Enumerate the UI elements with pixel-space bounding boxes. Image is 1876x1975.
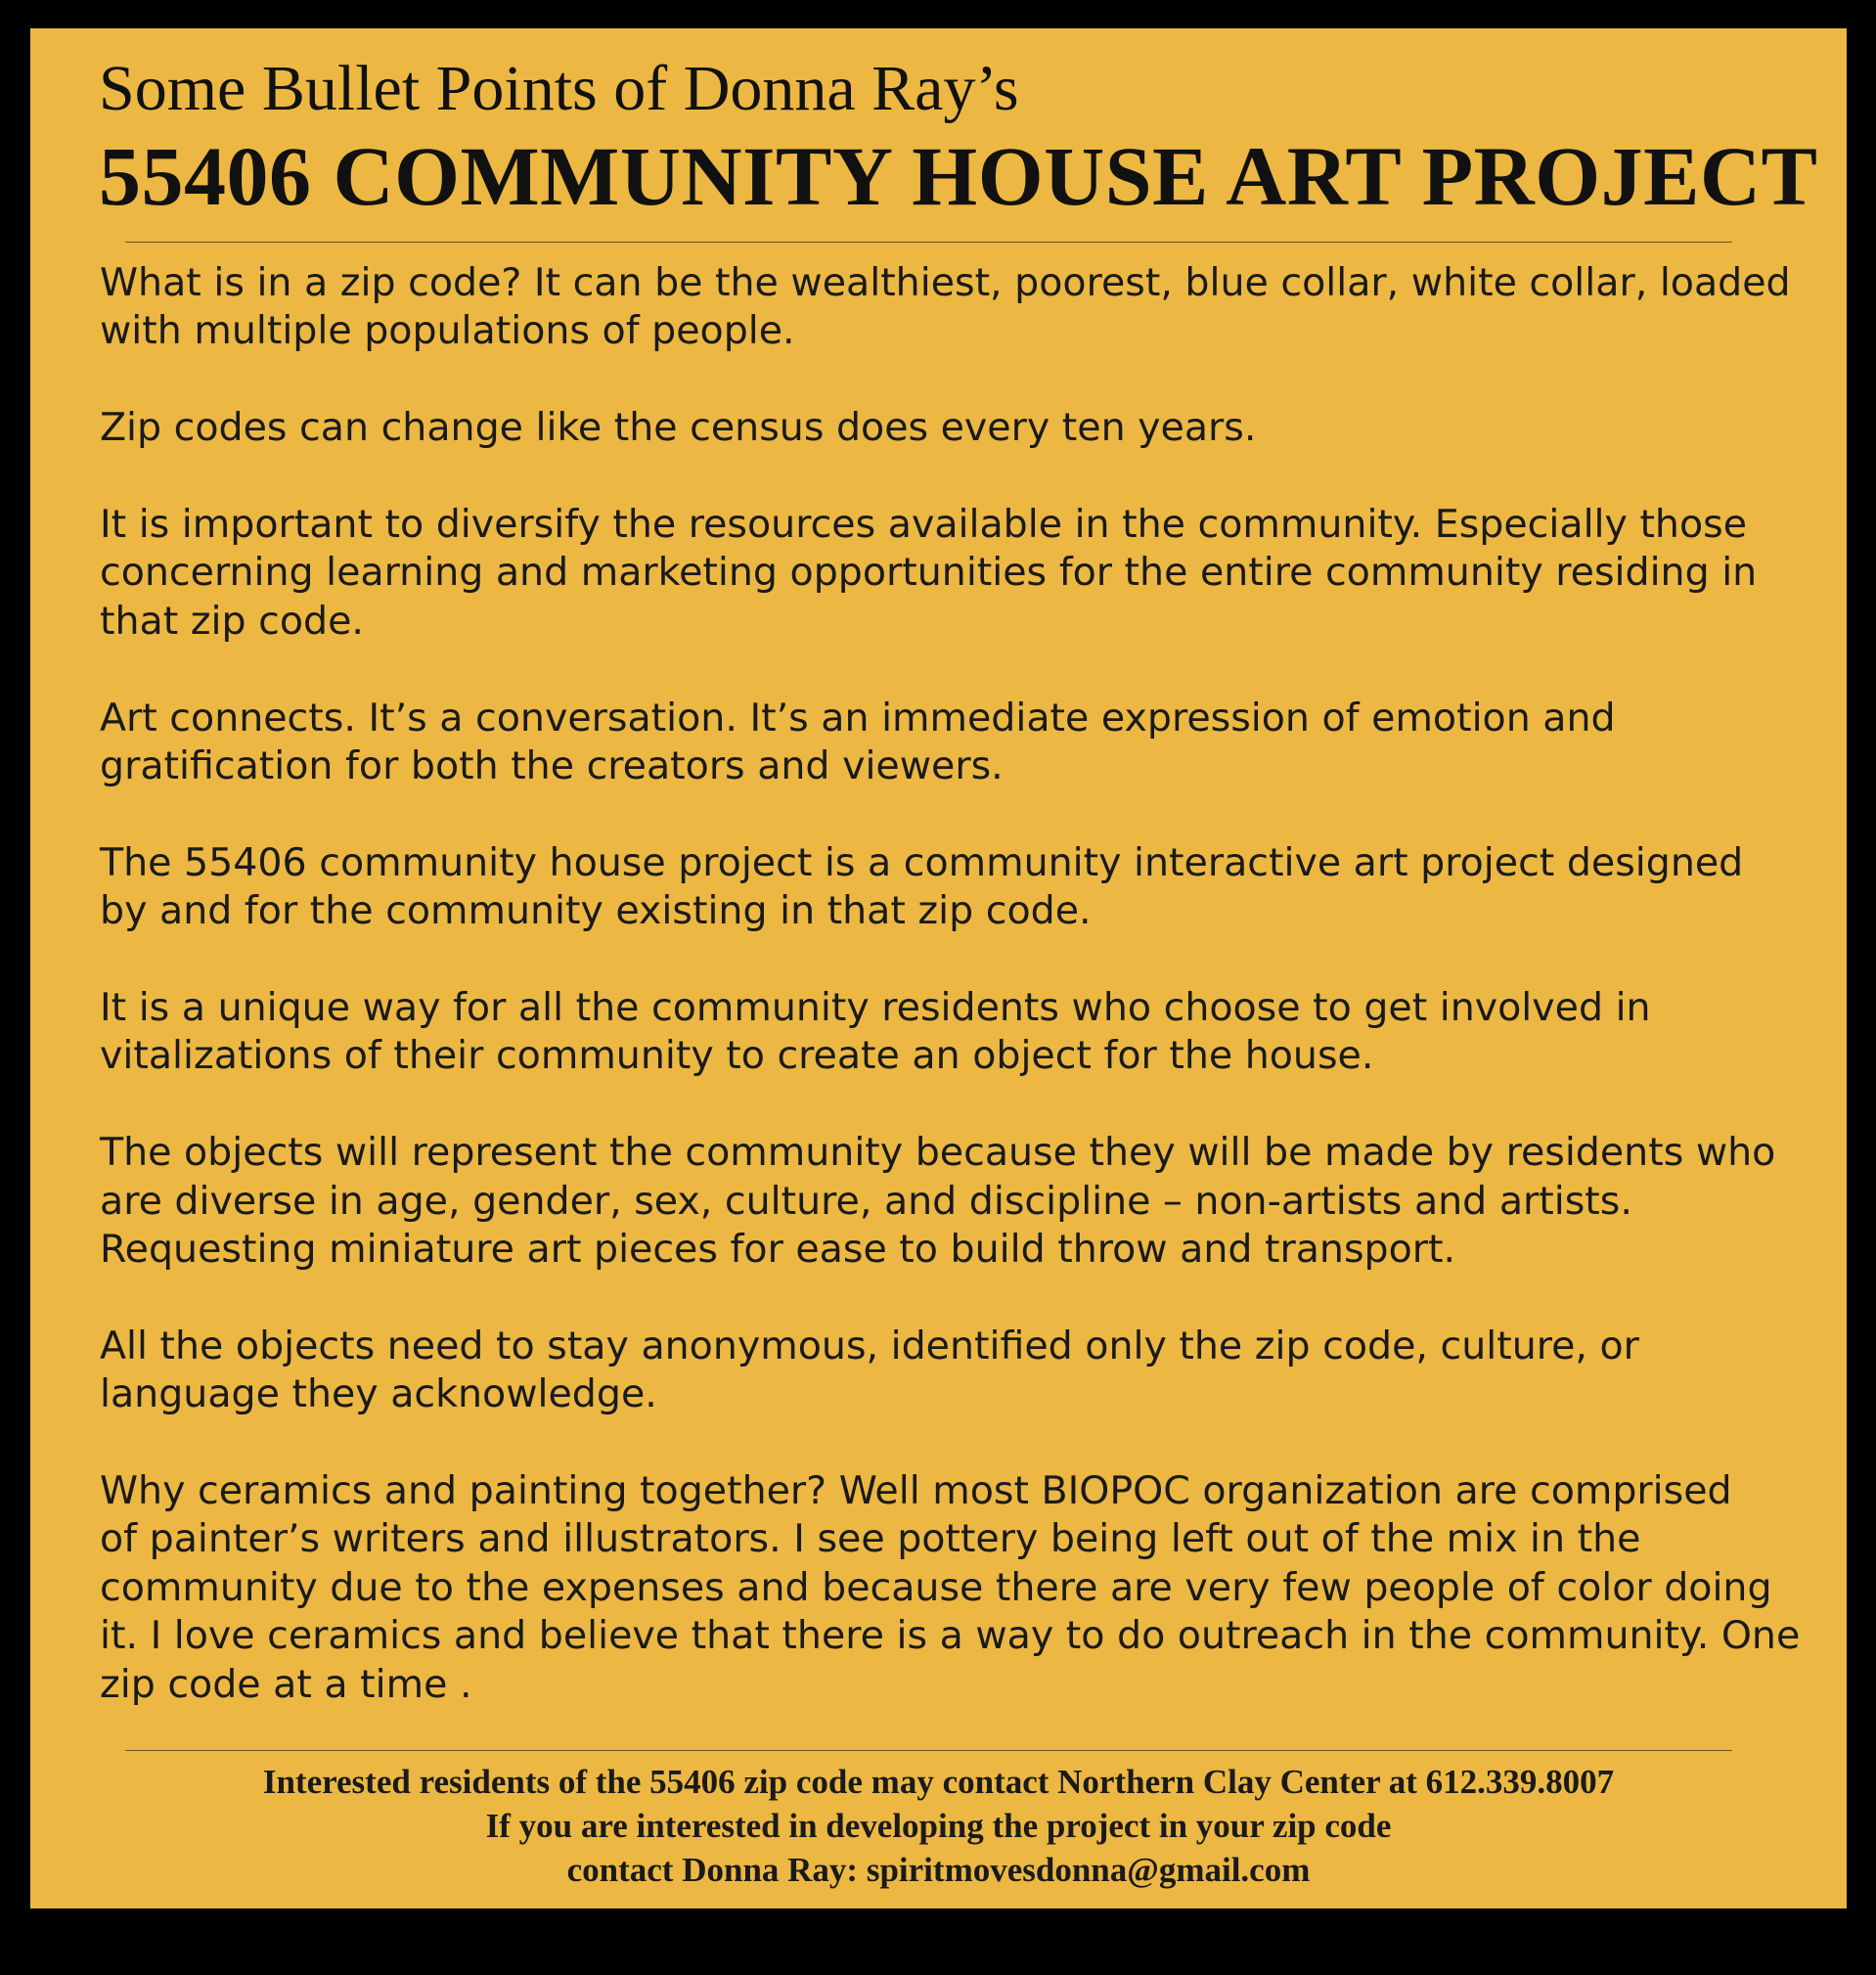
flyer-title: 55406 COMMUNITY HOUSE ART PROJECT (99, 129, 1818, 223)
flyer-panel (30, 28, 1847, 1908)
paragraph-1: What is in a zip code? It can be the wealthiest, poorest, blue collar, white collar, loaded with multiple populations of people. (100, 260, 1791, 354)
bottom-divider (125, 1750, 1732, 1751)
paragraph-4: Art connects. It’s a conversation. It’s an immediate expression of emotion and gratification for both the creators and viewers. (100, 695, 1616, 789)
paragraph-5: The 55406 community house project is a community interactive art project designed by and for the community existing in that zip code. (100, 839, 1744, 934)
footer-line-email: contact Donna Ray: spiritmovesdonna@gmail.com (566, 1851, 1311, 1889)
flyer-subtitle: Some Bullet Points of Donna Ray’s (99, 53, 1019, 124)
footer-line-nccc: Interested residents of the 55406 zip code may contact Northern Clay Center at 612.339.8007 (262, 1763, 1615, 1801)
footer-line-develop: If you are interested in developing the project in your zip code (485, 1807, 1392, 1845)
paragraph-6: It is a unique way for all the community residents who choose to get involved in vitalizations of their community to create an object for the house. (100, 985, 1651, 1079)
paragraph-2: Zip codes can change like the census does every ten years. (100, 405, 1257, 451)
body-text (100, 259, 1811, 1757)
paragraph-8: All the objects need to stay anonymous, identified only the zip code, culture, or language they acknowledge. (100, 1323, 1639, 1417)
paragraph-3: It is important to diversify the resources available in the community. Especially those concerning learning and marketing opportunities for the entire community residing in that zip code. (100, 502, 1758, 644)
contact-footer (30, 1760, 1847, 1892)
paragraph-9: Why ceramics and painting together? Well most BIOPOC organization are comprised of painter’s writers and illustrators. I see pottery being left out of the mix in the community due to the expenses and because there are very few people of color doing it. I love ceramics and believe that there is a way to do outreach in the community. One zip code at a time . (100, 1468, 1801, 1707)
top-divider (125, 242, 1732, 243)
paragraph-7: The objects will represent the community because they will be made by residents who are diverse in age, gender, sex, culture, and discipline – non-artists and artists. Requesting miniature art pieces for ease to build throw and transport. (100, 1130, 1776, 1273)
